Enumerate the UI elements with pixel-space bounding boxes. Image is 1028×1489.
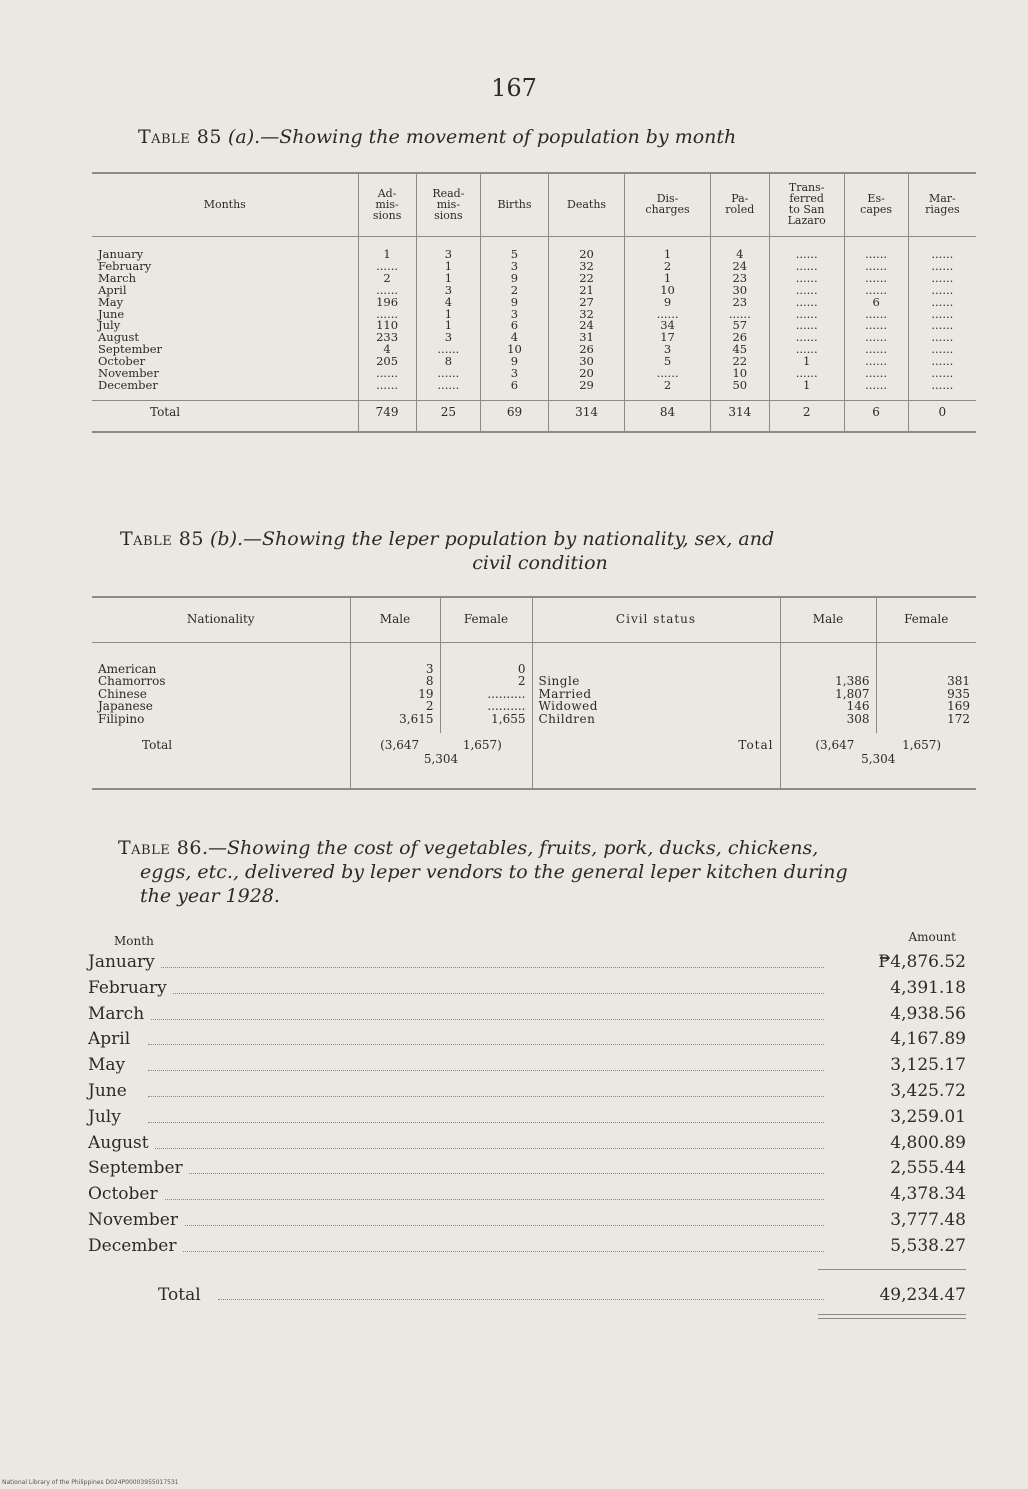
value-cell: 3 [416, 332, 480, 344]
value-cell: ...... [908, 285, 976, 297]
table-row [92, 713, 976, 733]
value-cell: ...... [844, 332, 908, 344]
value-cell: 34 [625, 320, 711, 332]
table-row [92, 356, 976, 368]
value-cell: 20 [548, 368, 624, 380]
value-cell: ...... [358, 368, 416, 380]
value-cell: ...... [908, 320, 976, 332]
month-cell: December [98, 377, 158, 392]
value-cell: 4 [710, 237, 769, 261]
amount-cell: 4,391.18 [890, 977, 966, 998]
column-header: Female [876, 597, 976, 643]
table-row [92, 332, 976, 344]
total-label-2: Total [532, 733, 780, 789]
female-cell: .......... [440, 688, 532, 700]
value-cell: ...... [769, 368, 844, 380]
table-row [88, 950, 966, 976]
column-header: Pa- roled [710, 173, 769, 237]
dot-leader [148, 1070, 824, 1071]
value-cell: ...... [908, 261, 976, 273]
caption-line3: the year 1928. [140, 885, 280, 907]
value-cell: ...... [844, 380, 908, 400]
value-cell: 20 [548, 237, 624, 261]
month-cell: August [88, 1131, 155, 1157]
value-cell: 45 [710, 344, 769, 356]
nationality-cell: Japanese [98, 699, 153, 714]
value-cell: ...... [358, 285, 416, 297]
amount-cell: 3,125.17 [890, 1055, 966, 1076]
amount-cell: 4,378.34 [890, 1184, 966, 1205]
nationality-cell: Chinese [98, 686, 147, 701]
value-cell: ...... [908, 356, 976, 368]
value-cell: 31 [548, 332, 624, 344]
male-cell: 8 [350, 675, 440, 687]
month-cell: November [98, 366, 159, 381]
value-cell: 10 [625, 285, 711, 297]
column-header: Es- capes [844, 173, 908, 237]
value-cell: ...... [416, 344, 480, 356]
month-cell: June [88, 1079, 133, 1105]
sum-rule [818, 1269, 966, 1270]
value-cell: 4 [481, 332, 549, 344]
dot-leader [148, 1019, 824, 1020]
table-86 [88, 930, 966, 1305]
column-header: Female [440, 597, 532, 643]
column-header: Male [350, 597, 440, 643]
value-cell: ...... [844, 368, 908, 380]
female-cell: 169 [876, 700, 976, 712]
amount-cell: 3,259.01 [890, 1106, 966, 1127]
caption-text: (a).—Showing the movement of population by month [228, 126, 737, 148]
month-cell: February [88, 976, 173, 1002]
value-cell: ...... [844, 356, 908, 368]
dot-leader [148, 1251, 824, 1252]
value-cell: ...... [908, 237, 976, 261]
grand-total-2: 5,304 [861, 752, 896, 767]
female-cell: 2 [440, 675, 532, 687]
value-cell: ...... [769, 261, 844, 273]
nationality-cell: Filipino [98, 711, 145, 726]
month-cell: September [88, 1156, 189, 1182]
month-cell: May [88, 1053, 131, 1079]
caption-text: (b).—Showing the leper population by nationality, sex, and [210, 528, 775, 550]
civil-status-cell [532, 643, 780, 676]
civil-status-cell: Widowed [532, 700, 780, 712]
table-row [92, 273, 976, 285]
table-row [92, 675, 976, 687]
value-cell: 2 [625, 380, 711, 400]
value-cell: ...... [844, 237, 908, 261]
value-cell: 5 [625, 356, 711, 368]
total-male: (3,647 [380, 738, 420, 753]
value-cell: ...... [710, 309, 769, 321]
total-value: 84 [625, 400, 711, 431]
table-total-row [92, 400, 976, 431]
value-cell: 3 [416, 237, 480, 261]
total-value: 0 [908, 400, 976, 431]
month-cell: October [88, 1182, 164, 1208]
table-row [92, 297, 976, 309]
table-row [92, 368, 976, 380]
table-row [92, 380, 976, 400]
amount-cell: 4,800.89 [890, 1132, 966, 1153]
value-cell: 9 [481, 297, 549, 309]
value-cell: 2 [481, 285, 549, 297]
total-label: Total [158, 1282, 207, 1308]
column-header: Ad- mis- sions [358, 173, 416, 237]
male-cell: 1,807 [780, 688, 876, 700]
female-cell: 172 [876, 713, 976, 733]
grand-total: 5,304 [423, 752, 459, 767]
amount-cell: ₱4,876.52 [878, 952, 966, 972]
month-cell: April [98, 282, 127, 297]
value-cell: 1 [416, 320, 480, 332]
value-cell: 3 [481, 261, 549, 273]
value-cell: ...... [358, 261, 416, 273]
total-value: 25 [416, 400, 480, 431]
table-row [88, 976, 966, 1002]
caption-line2: eggs, etc., delivered by leper vendors to the general leper kitchen during [140, 861, 848, 883]
dot-leader [148, 1225, 824, 1226]
male-cell: 2 [350, 700, 440, 712]
value-cell: 24 [710, 261, 769, 273]
double-rule [818, 1314, 966, 1319]
female-cell: .......... [440, 700, 532, 712]
month-cell: June [98, 306, 125, 321]
value-cell: ...... [844, 320, 908, 332]
male-cell [780, 643, 876, 676]
caption-line2: civil condition [472, 552, 608, 574]
table-row [88, 1079, 966, 1105]
value-cell: 110 [358, 320, 416, 332]
female-cell: 935 [876, 688, 976, 700]
total-value: 314 [548, 400, 624, 431]
value-cell: 29 [548, 380, 624, 400]
value-cell: ...... [908, 273, 976, 285]
caption-lead: Table 85 [138, 126, 222, 148]
amount-header: Amount [908, 930, 956, 944]
value-cell: 9 [481, 273, 549, 285]
table-row [92, 309, 976, 321]
value-cell: ...... [908, 297, 976, 309]
female-cell: 0 [440, 643, 532, 676]
dot-leader [218, 1299, 824, 1300]
table-row [88, 1105, 966, 1131]
caption-lead: Table 86 [118, 837, 202, 859]
value-cell: 30 [548, 356, 624, 368]
total-female-2: 1,657) [902, 738, 942, 753]
total-value: 6 [844, 400, 908, 431]
value-cell: 1 [416, 273, 480, 285]
table-row [92, 237, 976, 261]
female-cell [876, 643, 976, 676]
month-cell: March [88, 1002, 150, 1028]
value-cell: 10 [481, 344, 549, 356]
value-cell: 22 [548, 273, 624, 285]
value-cell: ...... [908, 368, 976, 380]
amount-cell: 4,167.89 [890, 1029, 966, 1050]
value-cell: 205 [358, 356, 416, 368]
value-cell: 57 [710, 320, 769, 332]
column-header: Read- mis- sions [416, 173, 480, 237]
value-cell: ...... [358, 309, 416, 321]
value-cell: 32 [548, 261, 624, 273]
value-cell: 26 [710, 332, 769, 344]
value-cell: ...... [416, 368, 480, 380]
table-row [88, 1182, 966, 1208]
table-85b [92, 596, 976, 790]
value-cell: 8 [416, 356, 480, 368]
value-cell: 1 [769, 380, 844, 400]
column-header: Trans- ferred to San Lazaro [769, 173, 844, 237]
caption-lead: Table 85 [120, 528, 204, 550]
column-header: Civil status [532, 597, 780, 643]
value-cell: ...... [625, 309, 711, 321]
value-cell: 26 [548, 344, 624, 356]
month-cell: August [98, 330, 140, 345]
value-cell: 17 [625, 332, 711, 344]
female-cell: 381 [876, 675, 976, 687]
male-cell: 146 [780, 700, 876, 712]
dot-leader [148, 1148, 824, 1149]
caption-text: .—Showing the cost of vegetables, fruits, pork, ducks, chickens, [201, 837, 819, 859]
footer-credit: National Library of the Philippines D024P00003955017531 [2, 1479, 179, 1486]
civil-status-cell: Children [532, 713, 780, 733]
male-cell: 1,386 [780, 675, 876, 687]
value-cell: ...... [769, 297, 844, 309]
month-cell: February [98, 258, 152, 273]
value-cell: ...... [769, 332, 844, 344]
column-header: Nationality [92, 597, 350, 643]
month-cell: January [88, 950, 161, 976]
value-cell: 6 [481, 380, 549, 400]
civil-status-cell: Married [532, 688, 780, 700]
value-cell: 21 [548, 285, 624, 297]
value-cell: 6 [481, 320, 549, 332]
total-value: 69 [481, 400, 549, 431]
value-cell: 3 [625, 344, 711, 356]
amount-cell: 2,555.44 [890, 1158, 966, 1179]
column-header: Male [780, 597, 876, 643]
value-cell: ...... [844, 344, 908, 356]
value-cell: 2 [625, 261, 711, 273]
nationality-cell: American [98, 662, 157, 676]
total-label: Total [92, 400, 358, 431]
value-cell: 3 [481, 368, 549, 380]
amount-cell: 5,538.27 [890, 1235, 966, 1256]
value-cell: 4 [416, 297, 480, 309]
value-cell: 1 [769, 356, 844, 368]
month-cell: July [98, 318, 121, 333]
month-cell: March [98, 270, 136, 285]
total-value: 314 [710, 400, 769, 431]
value-cell: ...... [908, 380, 976, 400]
value-cell: ...... [908, 309, 976, 321]
value-cell: ...... [625, 368, 711, 380]
value-cell: ...... [844, 285, 908, 297]
total-value: 749 [358, 400, 416, 431]
dot-leader [148, 1199, 824, 1200]
month-cell: April [88, 1027, 136, 1053]
table-85a-caption [138, 126, 736, 148]
total-amount: 49,234.47 [879, 1285, 966, 1305]
table-row [92, 688, 976, 700]
total-male-2: (3,647 [815, 738, 855, 753]
total-value: 2 [769, 400, 844, 431]
male-cell: 308 [780, 713, 876, 733]
value-cell: ...... [908, 344, 976, 356]
table-row [92, 320, 976, 332]
value-cell: 233 [358, 332, 416, 344]
amount-cell: 3,425.72 [890, 1080, 966, 1101]
value-cell: 1 [625, 273, 711, 285]
total-cell-2 [780, 733, 976, 789]
total-cell [350, 733, 532, 789]
value-cell: 3 [481, 309, 549, 321]
table-row [88, 1208, 966, 1234]
table-86-caption [118, 836, 968, 908]
value-cell: ...... [416, 380, 480, 400]
male-cell: 3,615 [350, 713, 440, 733]
value-cell: 22 [710, 356, 769, 368]
month-cell: November [88, 1208, 184, 1234]
page-number: 167 [491, 74, 537, 102]
male-cell: 19 [350, 688, 440, 700]
table-row [88, 1234, 966, 1260]
table-row [88, 1053, 966, 1079]
table-row [92, 700, 976, 712]
month-header: Month [114, 934, 154, 948]
table-85b-caption [120, 528, 960, 574]
table-row [92, 285, 976, 297]
table-row [88, 1131, 966, 1157]
table-row [88, 1027, 966, 1053]
value-cell: 23 [710, 273, 769, 285]
value-cell: 24 [548, 320, 624, 332]
month-cell: July [88, 1105, 127, 1131]
value-cell: 4 [358, 344, 416, 356]
column-header-months: Months [92, 173, 358, 237]
nationality-cell: Chamorros [98, 674, 166, 689]
month-cell: September [98, 342, 163, 357]
dot-leader [148, 1173, 824, 1174]
month-cell: December [88, 1234, 182, 1260]
value-cell: 6 [844, 297, 908, 309]
value-cell: 32 [548, 309, 624, 321]
month-cell: May [98, 294, 124, 309]
value-cell: 9 [625, 297, 711, 309]
value-cell: 30 [710, 285, 769, 297]
value-cell: ...... [769, 273, 844, 285]
column-header: Dis- charges [625, 173, 711, 237]
value-cell: 1 [416, 309, 480, 321]
value-cell: 3 [416, 285, 480, 297]
table-row [88, 1156, 966, 1182]
value-cell: ...... [769, 320, 844, 332]
column-header: Births [481, 173, 549, 237]
civil-status-cell: Single [532, 675, 780, 687]
month-cell: January [98, 247, 144, 261]
value-cell: 1 [625, 237, 711, 261]
amount-cell: 3,777.48 [890, 1209, 966, 1230]
table-row [88, 1002, 966, 1028]
value-cell: 196 [358, 297, 416, 309]
value-cell: ...... [769, 285, 844, 297]
value-cell: 9 [481, 356, 549, 368]
value-cell: ...... [358, 380, 416, 400]
table-85a [92, 172, 976, 433]
amount-cell: 4,938.56 [890, 1003, 966, 1024]
value-cell: 23 [710, 297, 769, 309]
column-header: Mar- riages [908, 173, 976, 237]
total-label: Total [142, 738, 173, 753]
value-cell: 2 [358, 273, 416, 285]
dot-leader [148, 967, 824, 968]
dot-leader [148, 1096, 824, 1097]
value-cell: ...... [769, 237, 844, 261]
value-cell: 1 [416, 261, 480, 273]
female-cell: 1,655 [440, 713, 532, 733]
value-cell: 50 [710, 380, 769, 400]
table-total-row [92, 733, 976, 789]
table-total-row [88, 1282, 966, 1308]
value-cell: 1 [358, 237, 416, 261]
value-cell: ...... [844, 261, 908, 273]
male-cell: 3 [350, 643, 440, 676]
column-header: Deaths [548, 173, 624, 237]
table-row [92, 643, 976, 676]
total-female: 1,657) [462, 738, 502, 753]
value-cell: ...... [844, 309, 908, 321]
dot-leader [148, 1044, 824, 1045]
dot-leader [148, 1122, 824, 1123]
value-cell: 27 [548, 297, 624, 309]
value-cell: 5 [481, 237, 549, 261]
table-row [92, 344, 976, 356]
value-cell: 10 [710, 368, 769, 380]
value-cell: ...... [769, 309, 844, 321]
month-cell: October [98, 354, 146, 369]
table-row [92, 261, 976, 273]
value-cell: ...... [769, 344, 844, 356]
dot-leader [148, 993, 824, 994]
value-cell: ...... [908, 332, 976, 344]
table-header [88, 930, 966, 950]
value-cell: ...... [844, 273, 908, 285]
